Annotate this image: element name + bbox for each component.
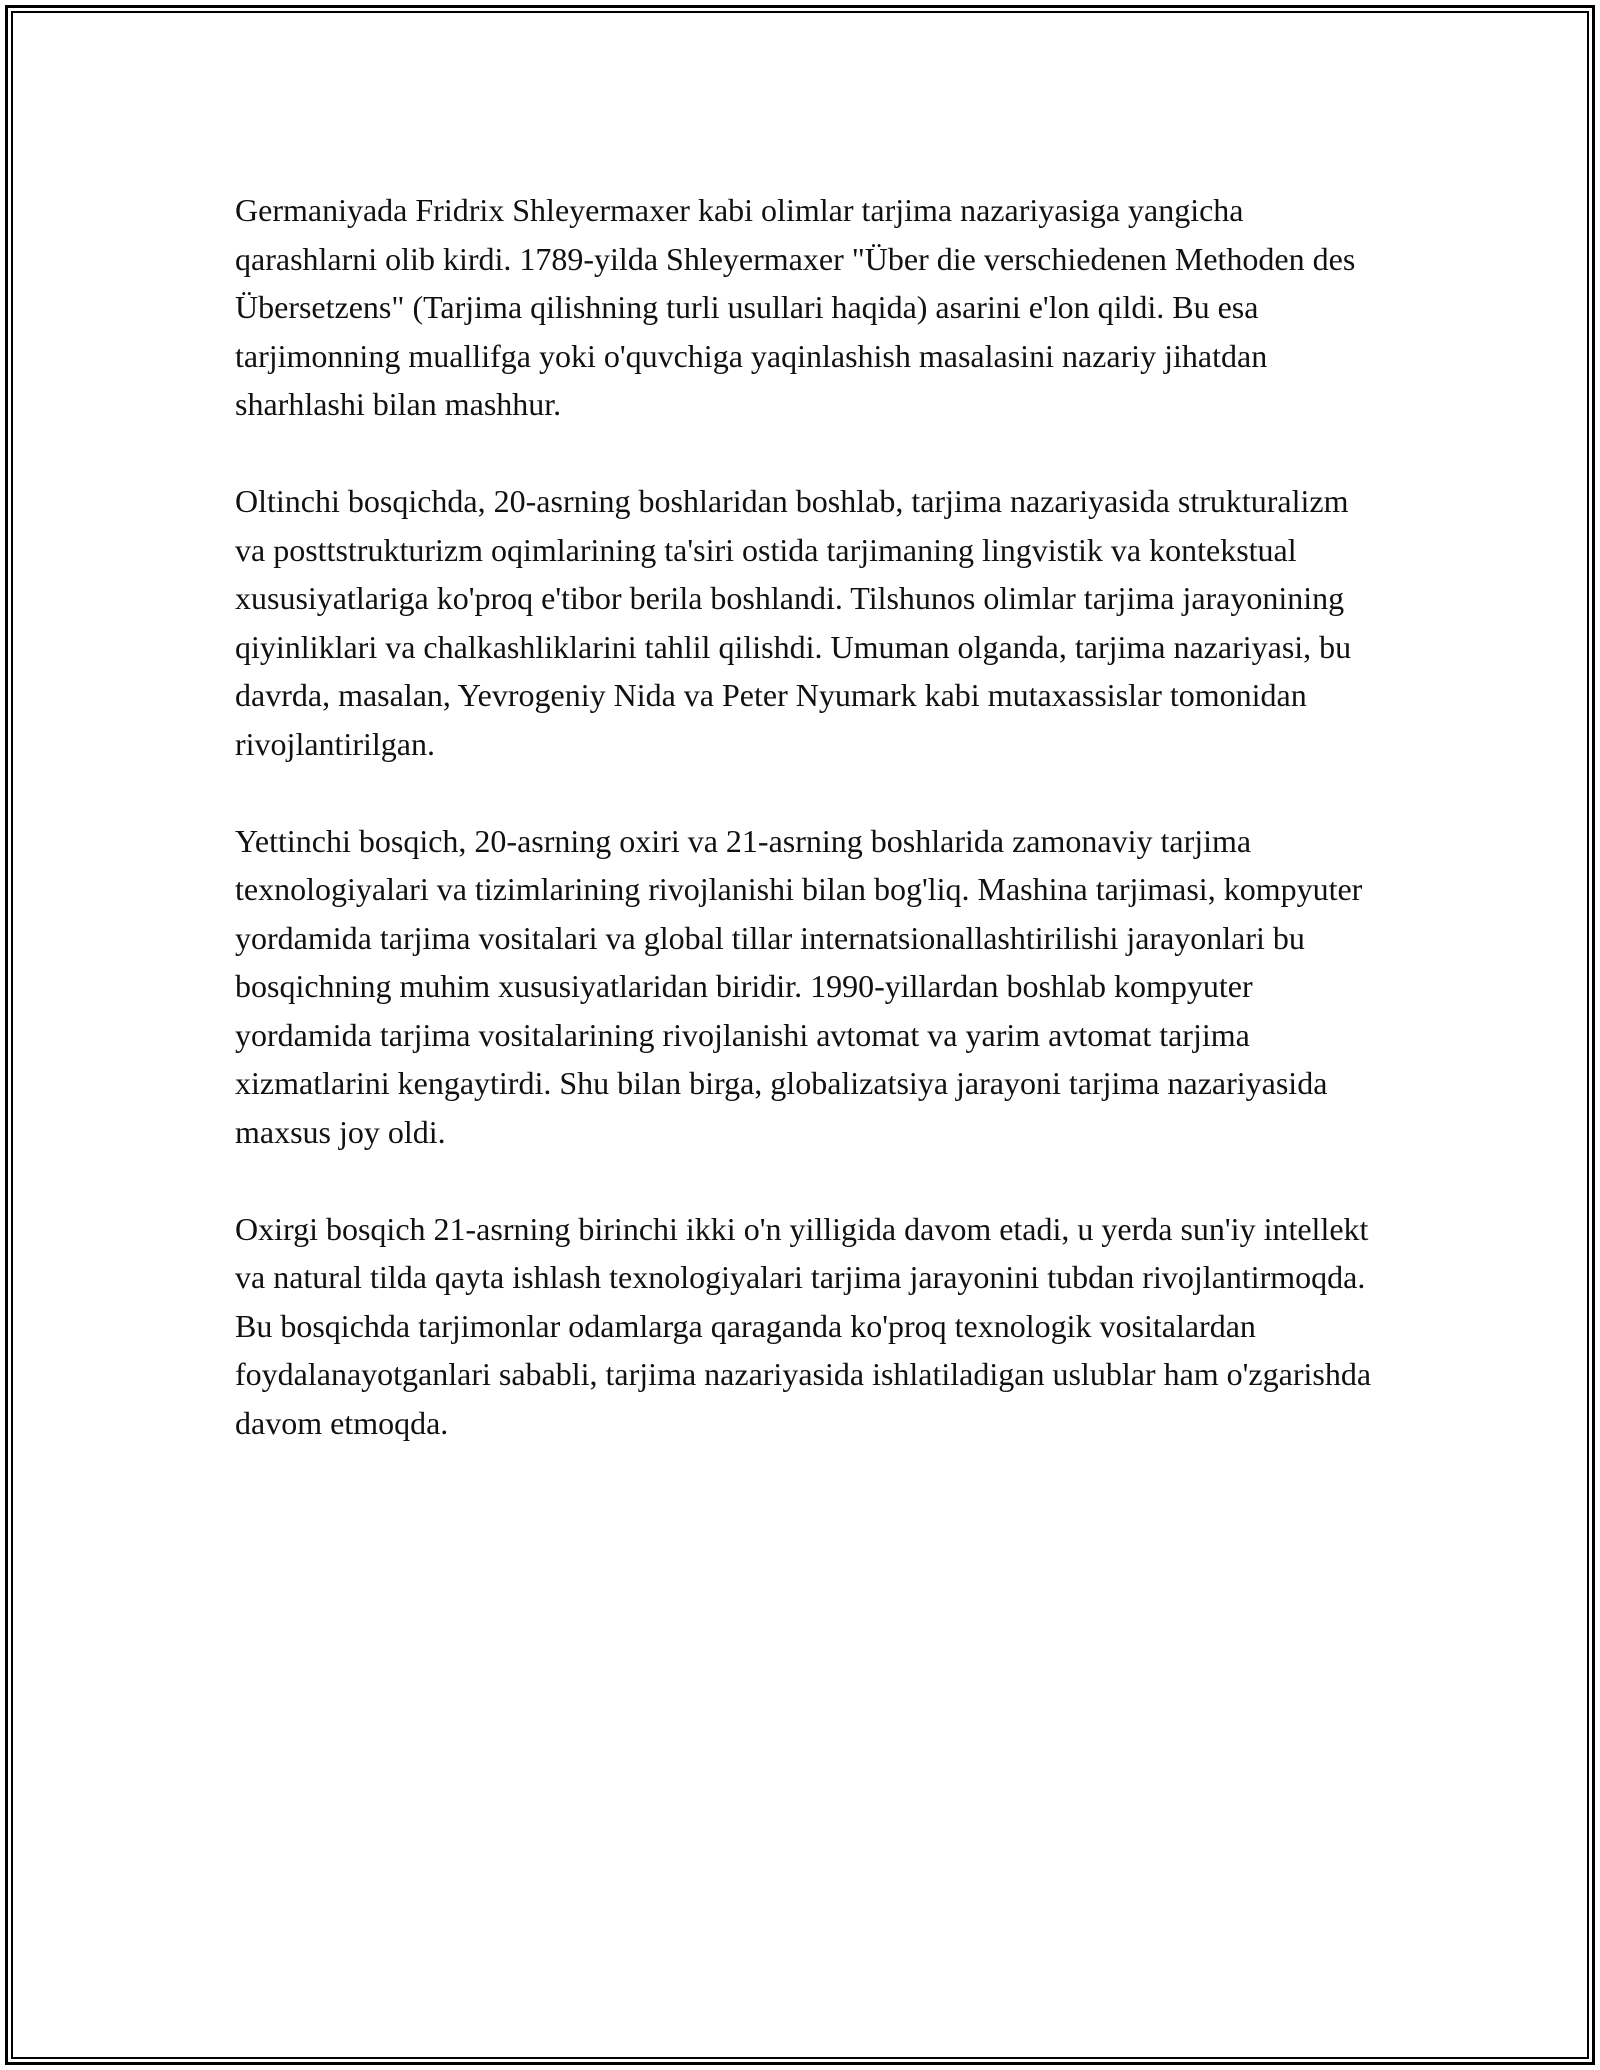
paragraph-seventh-stage: Yettinchi bosqich, 20-asrning oxiri va 21-asrning boshlarida zamonaviy tarjima texnologiyalari va tizimlarining rivojlanishi bilan bog'liq. Mashina tarjimasi, kompyuter yordamida tarjima vositalari va global tillar internatsionallashtirilishi jarayonlari bu bosqichning muhim xususiyatlaridan biridir. 1990-yillardan boshlab kompyuter yordamida tarjima vositalarining rivojlanishi avtomat va yarim avtomat tarjima xizmatlarini kengaytirdi. Shu bilan birga, globalizatsiya jarayoni tarjima nazariyasida maxsus joy oldi. xyxy=(235,822,1363,1150)
paragraph-schleiermacher: Germaniyada Fridrix Shleyermaxer kabi olimlar tarjima nazariyasiga yangicha qarashlarni olib kirdi. 1789-yilda Shleyermaxer "Über die verschiedenen Methoden des Übersetzens" (Tarjima qilishning turli usullari haqida) asarini e'lon qildi. Bu esa tarjimonning muallifga yoki o'quvchiga yaqinlashish masalasini nazariy jihatdan sharhlashi bilan mashhur. xyxy=(235,192,1356,422)
paragraph-final-stage: Oxirgi bosqich 21-asrning birinchi ikki o'n yilligida davom etadi, u yerda sun'iy intellekt va natural tilda qayta ishlash texnologiyalari tarjima jarayonini tubdan rivojlantirmoqda. Bu bosqichda tarjimonlar odamlarga qaraganda ko'proq texnologik vositalardan foydalanayotganlari sababli, tarjima nazariyasida ishlatiladigan uslublar ham o'zgarishda davom etmoqda. xyxy=(235,1210,1372,1441)
document-body xyxy=(235,186,1385,1496)
paragraph-sixth-stage: Oltinchi bosqichda, 20-asrning boshlaridan boshlab, tarjima nazariyasida strukturalizm va posttstrukturizm oqimlarining ta'siri ostida tarjimaning lingvistik va kontekstual xususiyatlariga ko'proq e'tibor berila boshlandi. Tilshunos olimlar tarjima jarayonining qiyinliklari va chalkashliklarini tahlil qilishdi. Umuman olganda, tarjima nazariyasi, bu davrda, masalan, Yevrogeniy Nida va Peter Nyumark kabi mutaxassislar tomonidan rivojlantirilgan. xyxy=(235,483,1352,762)
